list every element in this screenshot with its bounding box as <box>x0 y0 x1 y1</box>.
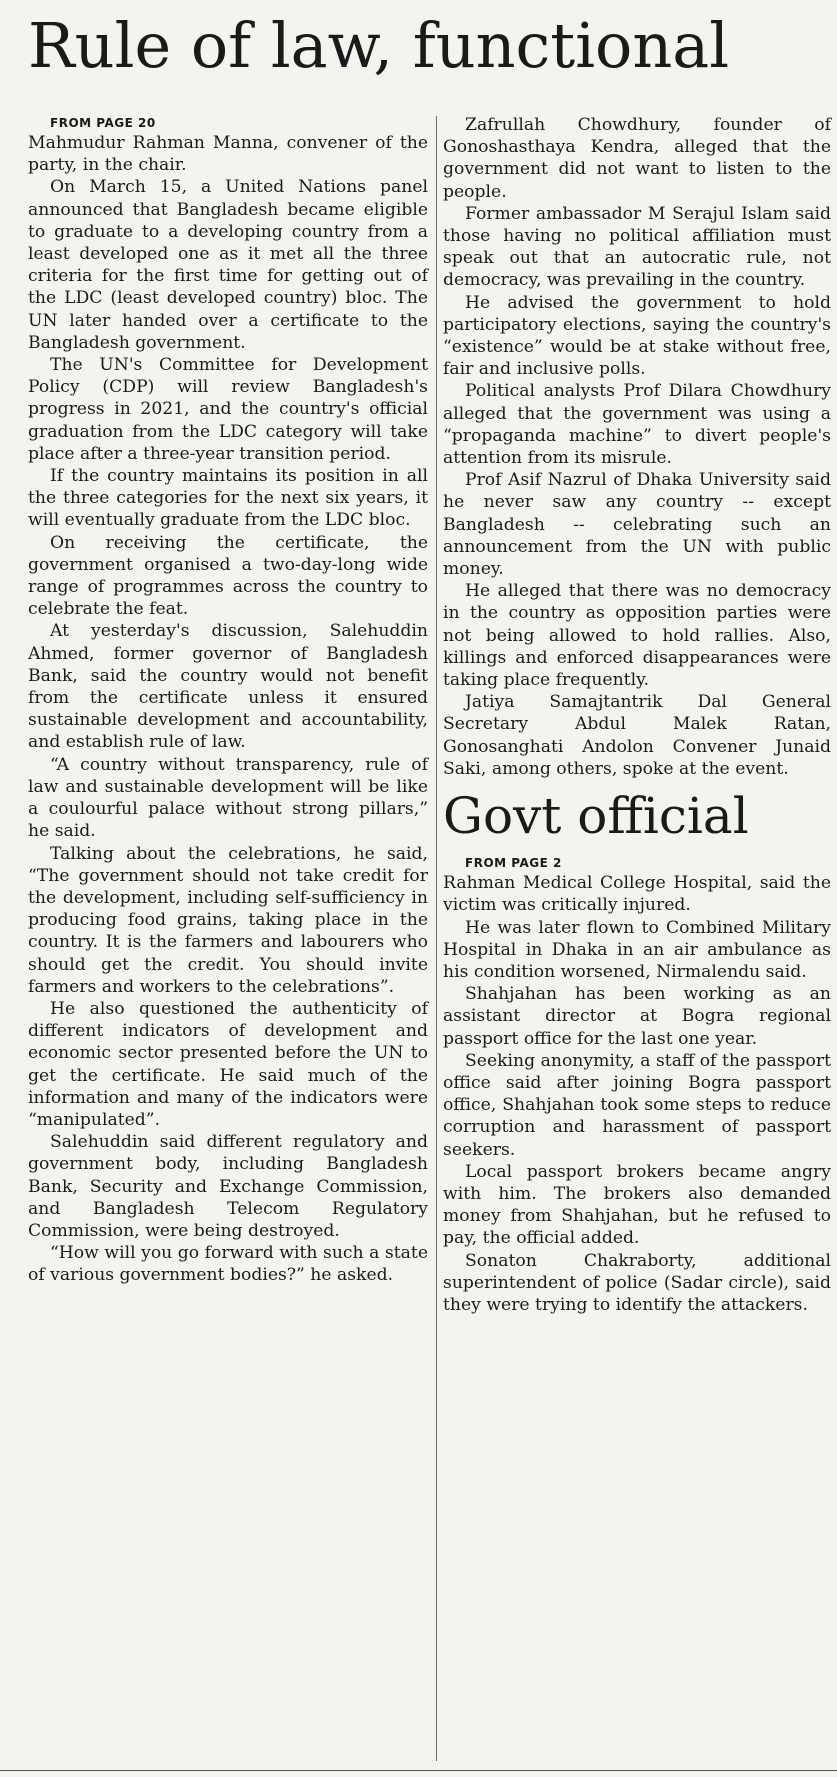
right-column <box>443 114 831 1316</box>
paragraph: Shahjahan has been working as an assistant director at Bogra regional passport office for the last one year. <box>443 984 831 1049</box>
paragraph: Local passport brokers became angry with him. The brokers also demanded money from Shahjahan, but he refused to pay, the official added. <box>443 1161 831 1249</box>
column-divider <box>436 116 437 1761</box>
paragraph: If the country maintains its position in all the three categories for the next six years, it will eventually graduate from the LDC bloc. <box>28 466 428 531</box>
paragraph: Seeking anonymity, a staff of the passport office said after joining Bogra passport office, Shahjahan took some steps to reduce corruption and harassment of passport seekers. <box>443 1050 831 1160</box>
paragraph: Mahmudur Rahman Manna, convener of the party, in the chair. <box>28 133 428 176</box>
paragraph: “A country without transparency, rule of law and sustainable development will be like a coulourful palace without strong pillars,” he said. <box>28 754 428 842</box>
paragraph: On March 15, a United Nations panel announced that Bangladesh became eligible to graduate to a developing country from a least developed one as it met all the three criteria for the first time for getting out of the LDC (least developed country) bloc. The UN later handed over a certificate to the Bangladesh government. <box>28 177 428 353</box>
kicker-from-page-2: FROM PAGE 2 <box>465 856 562 871</box>
paragraph: At yesterday's discussion, Salehuddin Ahmed, former governor of Bangladesh Bank, said the country would not benefit from the certificate unless it ensured sustainable development and accountability, and establish rule of law. <box>28 621 428 753</box>
paragraph: Prof Asif Nazrul of Dhaka University said he never saw any country -- except Bangladesh -- celebrating such an announcement from the UN with public money. <box>443 470 831 580</box>
paragraph: Former ambassador M Serajul Islam said those having no political affiliation must speak out that an autocratic rule, not democracy, was prevailing in the country. <box>443 203 831 291</box>
bottom-rule <box>0 1770 837 1771</box>
paragraph: Talking about the celebrations, he said, “The government should not take credit for the development, including self-sufficiency in producing food grains, taking place in the country. It is the farmers and labourers who should get the credit. You should invite farmers and workers to the celebrations”. <box>28 843 428 997</box>
paragraph: Rahman Medical College Hospital, said the victim was critically injured. <box>443 873 831 916</box>
paragraph: Zafrullah Chowdhury, founder of Gonoshasthaya Kendra, alleged that the government did not want to listen to the people. <box>443 115 831 202</box>
headline-govt-official: Govt official <box>443 787 749 846</box>
paragraph: Salehuddin said different regulatory and government body, including Bangladesh Bank, Security and Exchange Commission, and Bangladesh Telecom Regulatory Commission, were being destroyed. <box>28 1132 428 1241</box>
paragraph: Jatiya Samajtantrik Dal General Secretary Abdul Malek Ratan, Gonosanghati Andolon Convener Junaid Saki, among others, spoke at the event. <box>443 692 831 779</box>
paragraph: Sonaton Chakraborty, additional superintendent of police (Sadar circle), said they were trying to identify the attackers. <box>443 1250 831 1315</box>
paragraph: “How will you go forward with such a state of various government bodies?” he asked. <box>28 1243 428 1286</box>
kicker-from-page-20: FROM PAGE 20 <box>50 116 156 130</box>
paragraph: The UN's Committee for Development Policy (CDP) will review Bangladesh's progress in 2021, and the country's official graduation from the LDC category will take place after a three-year transition period. <box>28 355 428 464</box>
paragraph: He also questioned the authenticity of different indicators of development and economic sector presented before the UN to get the certificate. He said much of the information and many of the indicators were “manipulated”. <box>28 998 428 1130</box>
paragraph: He alleged that there was no democracy in the country as opposition parties were not being allowed to hold rallies. Also, killings and enforced disappearances were taking place frequently. <box>443 581 831 691</box>
paragraph: He was later flown to Combined Military Hospital in Dhaka in an air ambulance as his condition worsened, Nirmalendu said. <box>443 917 831 982</box>
headline-rule-of-law: Rule of law, functional <box>28 9 730 82</box>
paragraph: On receiving the certificate, the government organised a two-day-long wide range of programmes across the country to celebrate the feat. <box>28 532 428 620</box>
paragraph: Political analysts Prof Dilara Chowdhury alleged that the government was using a “propaganda machine” to divert people's attention from its misrule. <box>443 381 831 469</box>
paragraph: He advised the government to hold participatory elections, saying the country's “existence” would be at stake without free, fair and inclusive polls. <box>443 292 831 380</box>
article1-left-column <box>28 114 428 1287</box>
